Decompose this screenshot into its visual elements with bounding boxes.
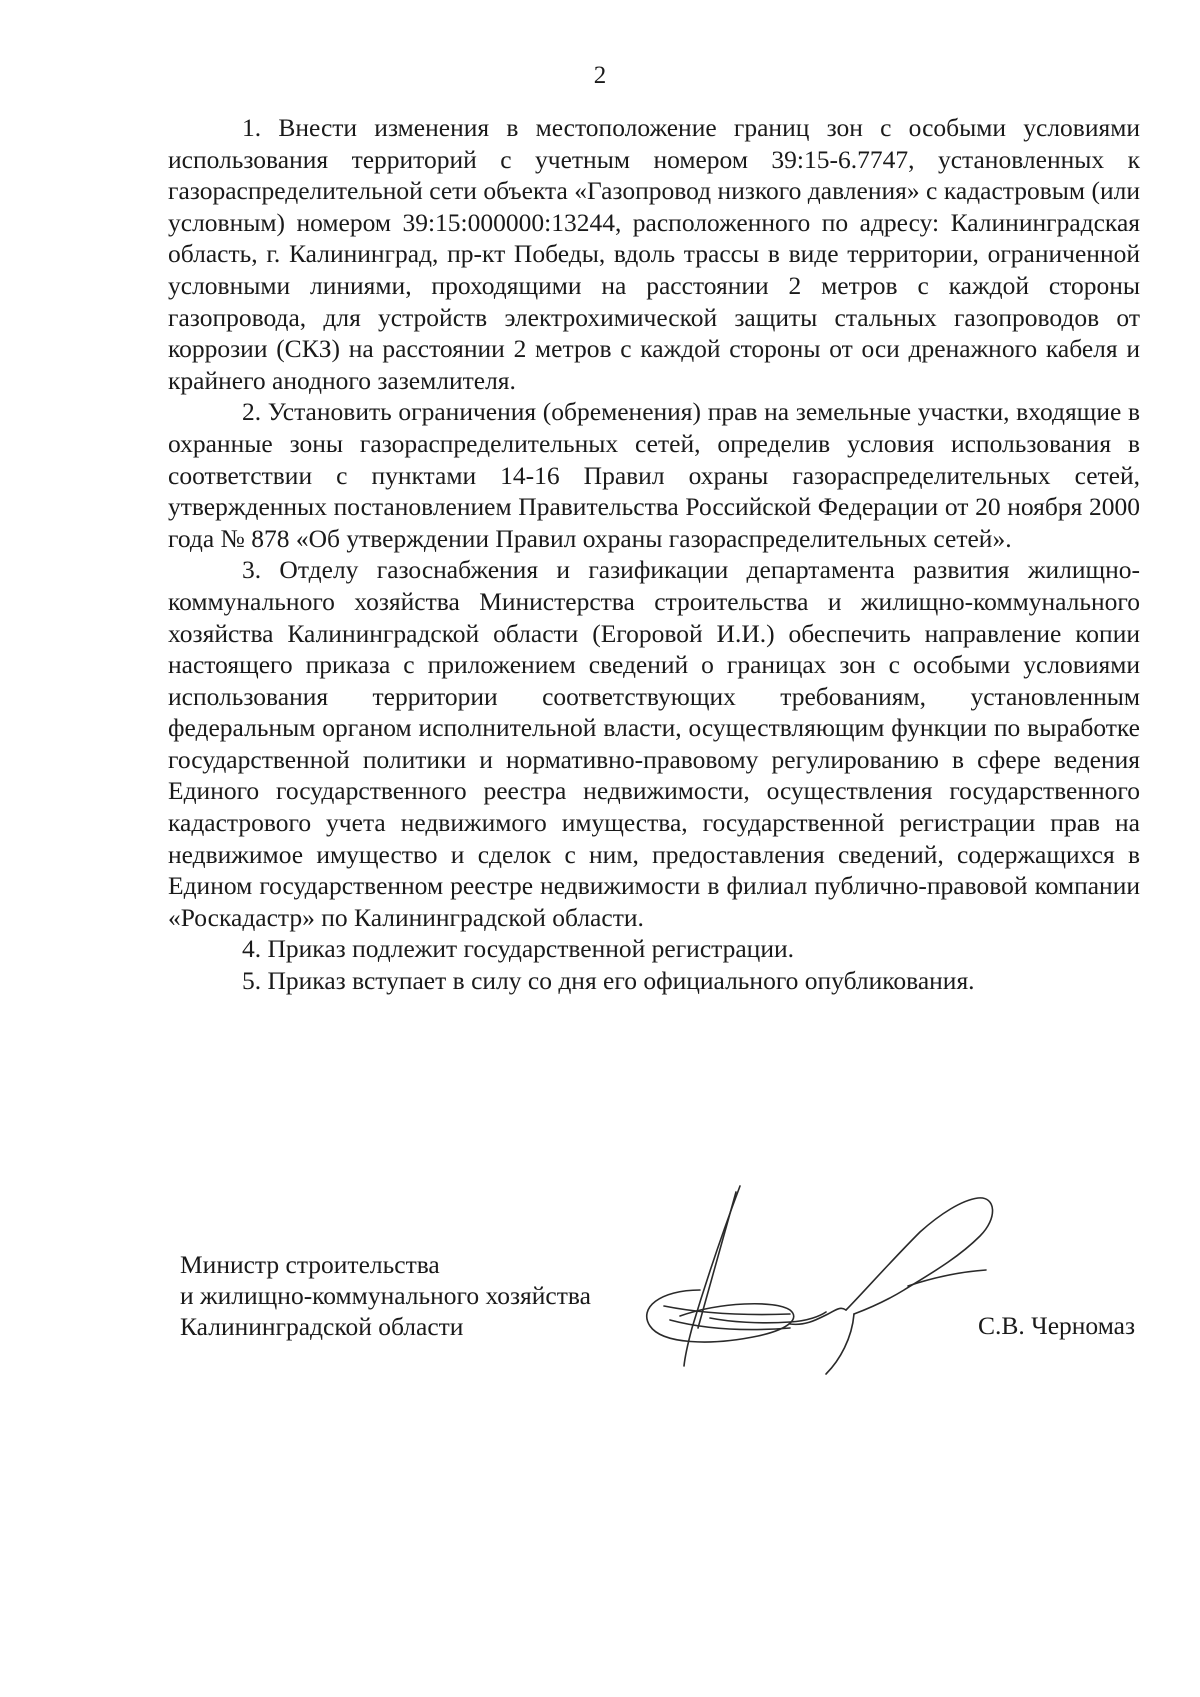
handwritten-signature [640,1178,1060,1388]
document-body [168,112,1140,997]
paragraph-2: 2. Установить ограничения (обременения) прав на земельные участки, входящие в охранные зоны газораспределительных сетей, определив условия использования в соответствии с пунктами 14-16 Правил охраны газораспределительных сетей, утвержденных постановлением Правительства Российской Федерации от 20 ноября 2000 года № 878 «Об утверждении Правил охраны газораспределительных сетей». [168,397,1140,553]
position-line-3: Калининградской области [180,1312,464,1341]
paragraph-4: 4. Приказ подлежит государственной регистрации. [242,934,794,964]
paragraph-3: 3. Отделу газоснабжения и газификации департамента развития жилищно-коммунального хозяйства Министерства строительства и жилищно-коммунального хозяйства Калининградской области (Егоровой И.И.) обеспечить направление копии настоящего приказа с приложением сведений о границах зон с особыми условиями использования территории соответствующих требованиям, установленным федеральным органом исполнительной власти, осуществляющим функции по выработке государственной политики и нормативно-правовому регулированию в сфере ведения Единого государственного реестра недвижимости, осуществления государственного кадастрового учета недвижимого имущества, государственной регистрации прав на недвижимое имущество и сделок с ним, предоставления сведений, содержащихся в Едином государственном реестре недвижимости в филиал публично-правовой компании «Роскадастр» по Калининградской области. [168,555,1140,932]
signatory-position [180,1249,591,1342]
paragraph-1: 1. Внести изменения в местоположение границ зон с особыми условиями использования территорий с учетным номером 39:15-6.7747, установленных к газораспределительной сети объекта «Газопровод низкого давления» с кадастровым (или условным) номером 39:15:000000:13244, расположенного по адресу: Калининградская область, г. Калининград, пр-кт Победы, вдоль трассы в виде территории, ограниченной условными линиями, проходящими на расстоянии 2 метров с каждой стороны газопровода, для устройств электрохимической защиты стальных газопроводов от коррозии (СКЗ) на расстоянии 2 метров с каждой стороны от оси дренажного кабеля и крайнего анодного заземлителя. [168,113,1140,395]
position-line-1: Министр строительства [180,1250,440,1279]
signatory-name: С.В. Черномаз [978,1311,1136,1340]
page-number: 2 [593,62,607,89]
position-line-2: и жилищно-коммунального хозяйства [180,1281,591,1310]
paragraph-5: 5. Приказ вступает в силу со дня его официального опубликования. [242,966,975,996]
